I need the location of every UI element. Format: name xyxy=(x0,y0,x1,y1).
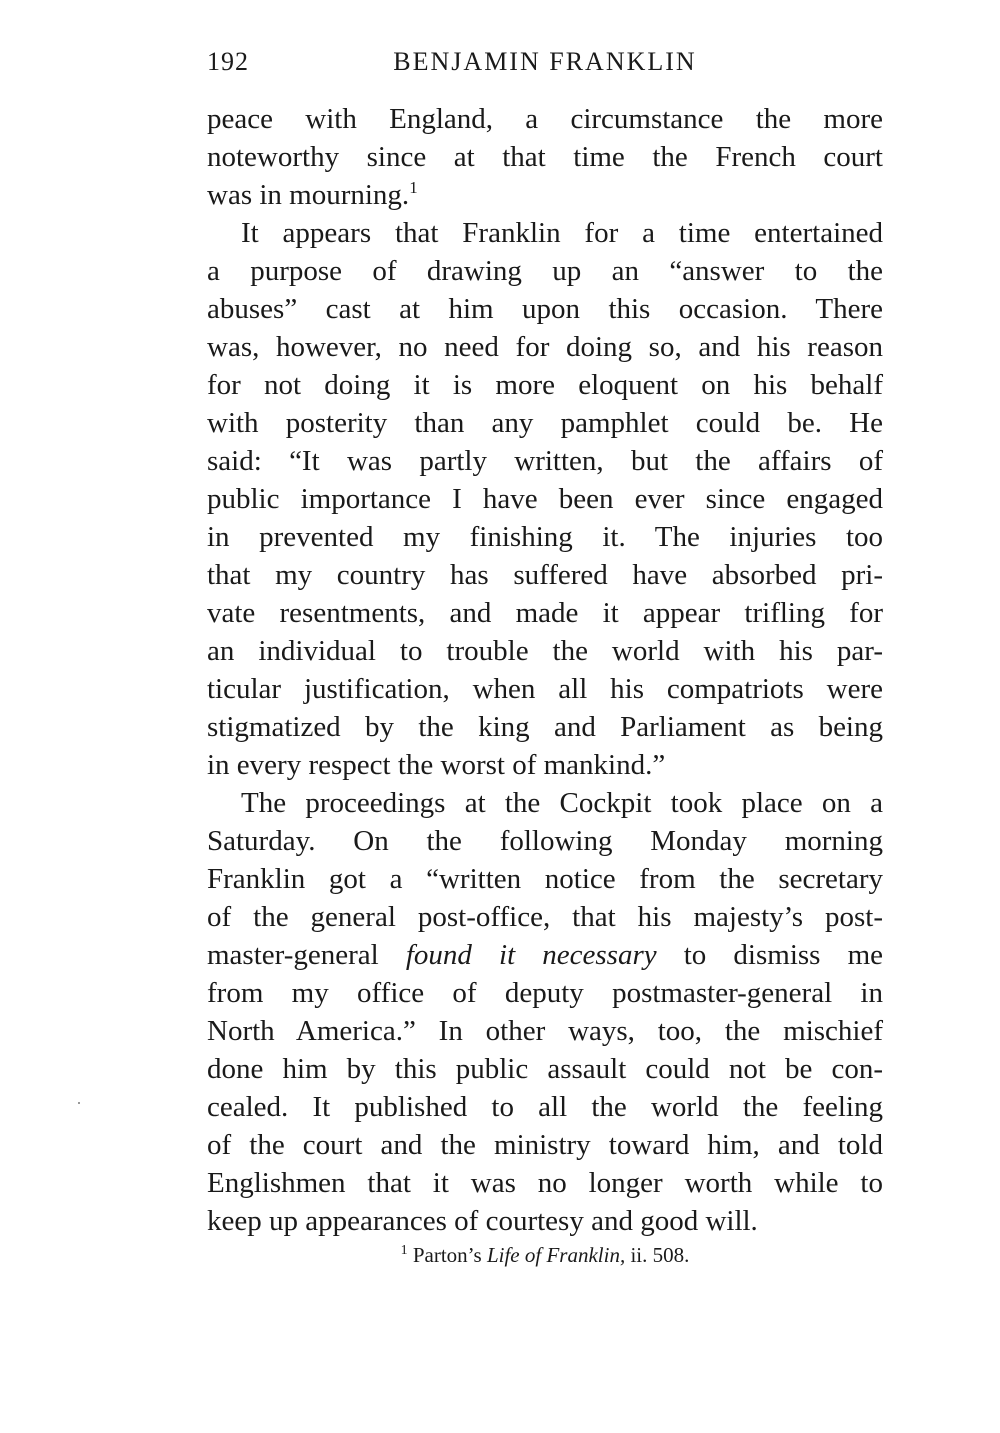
text-line: The proceedings at the Cockpit took place on a xyxy=(241,787,883,819)
text-line: that my country has suffered have absorbed pri- xyxy=(207,559,883,591)
text-line: an individual to trouble the world with his par- xyxy=(207,635,883,667)
footnote-location: ii. 508. xyxy=(630,1243,690,1267)
text-line: North America.” In other ways, too, the mischief xyxy=(207,1015,883,1047)
text-line: stigmatized by the king and Parliament as being xyxy=(207,711,883,743)
text-line: was, however, no need for doing so, and his reason xyxy=(207,331,883,363)
text-line-content: to dismiss me xyxy=(683,939,883,971)
text-line: in every respect the worst of mankind.” xyxy=(207,749,666,781)
text-line: peace with England, a circumstance the more xyxy=(207,103,883,135)
italic-phrase: found it necessary xyxy=(405,939,657,971)
text-line: keep up appearances of courtesy and good will. xyxy=(207,1205,758,1237)
scan-speck xyxy=(78,1102,80,1104)
text-line: Franklin got a “written notice from the secretary xyxy=(207,863,883,895)
footnote xyxy=(207,1240,883,1270)
page-number: 192 xyxy=(207,47,249,76)
text-line: of the court and the ministry toward him, and told xyxy=(207,1129,883,1161)
text-line: of the general post-office, that his majesty’s post- xyxy=(207,901,883,933)
text-line: public importance I have been ever since engaged xyxy=(207,483,883,515)
footnote-reference: 1 xyxy=(409,178,418,197)
text-line-content: was in mourning. xyxy=(207,179,410,211)
text-line: abuses” cast at him upon this occasion. There xyxy=(207,293,883,325)
text-line: ticular justification, when all his compatriots were xyxy=(207,673,883,705)
text-line: for not doing it is more eloquent on his behalf xyxy=(207,369,883,401)
body-text xyxy=(207,100,883,1240)
text-line xyxy=(207,936,883,974)
running-title: BENJAMIN FRANKLIN xyxy=(393,47,697,76)
text-line: a purpose of drawing up an “answer to the xyxy=(207,255,883,287)
footnote-title: Life of Franklin, xyxy=(486,1243,626,1267)
footnote-number: 1 xyxy=(400,1243,408,1258)
text-line: with posterity than any pamphlet could be. He xyxy=(207,407,883,439)
footnote-author: Parton’s xyxy=(412,1243,482,1267)
text-line: noteworthy since at that time the French court xyxy=(207,141,883,173)
running-header xyxy=(207,47,883,87)
text-line: cealed. It published to all the world the feeling xyxy=(207,1091,883,1123)
text-line: vate resentments, and made it appear trifling for xyxy=(207,597,883,629)
text-line-content: master-general xyxy=(207,939,379,971)
text-line: Englishmen that it was no longer worth while to xyxy=(207,1167,883,1199)
text-line: in prevented my finishing it. The injuries too xyxy=(207,521,883,553)
text-line: Saturday. On the following Monday morning xyxy=(207,825,883,857)
text-line: It appears that Franklin for a time entertained xyxy=(241,217,883,249)
text-line: said: “It was partly written, but the affairs of xyxy=(207,445,883,477)
text-line xyxy=(207,176,883,214)
text-line: done him by this public assault could not be con- xyxy=(207,1053,883,1085)
text-line: from my office of deputy postmaster-general in xyxy=(207,977,883,1009)
